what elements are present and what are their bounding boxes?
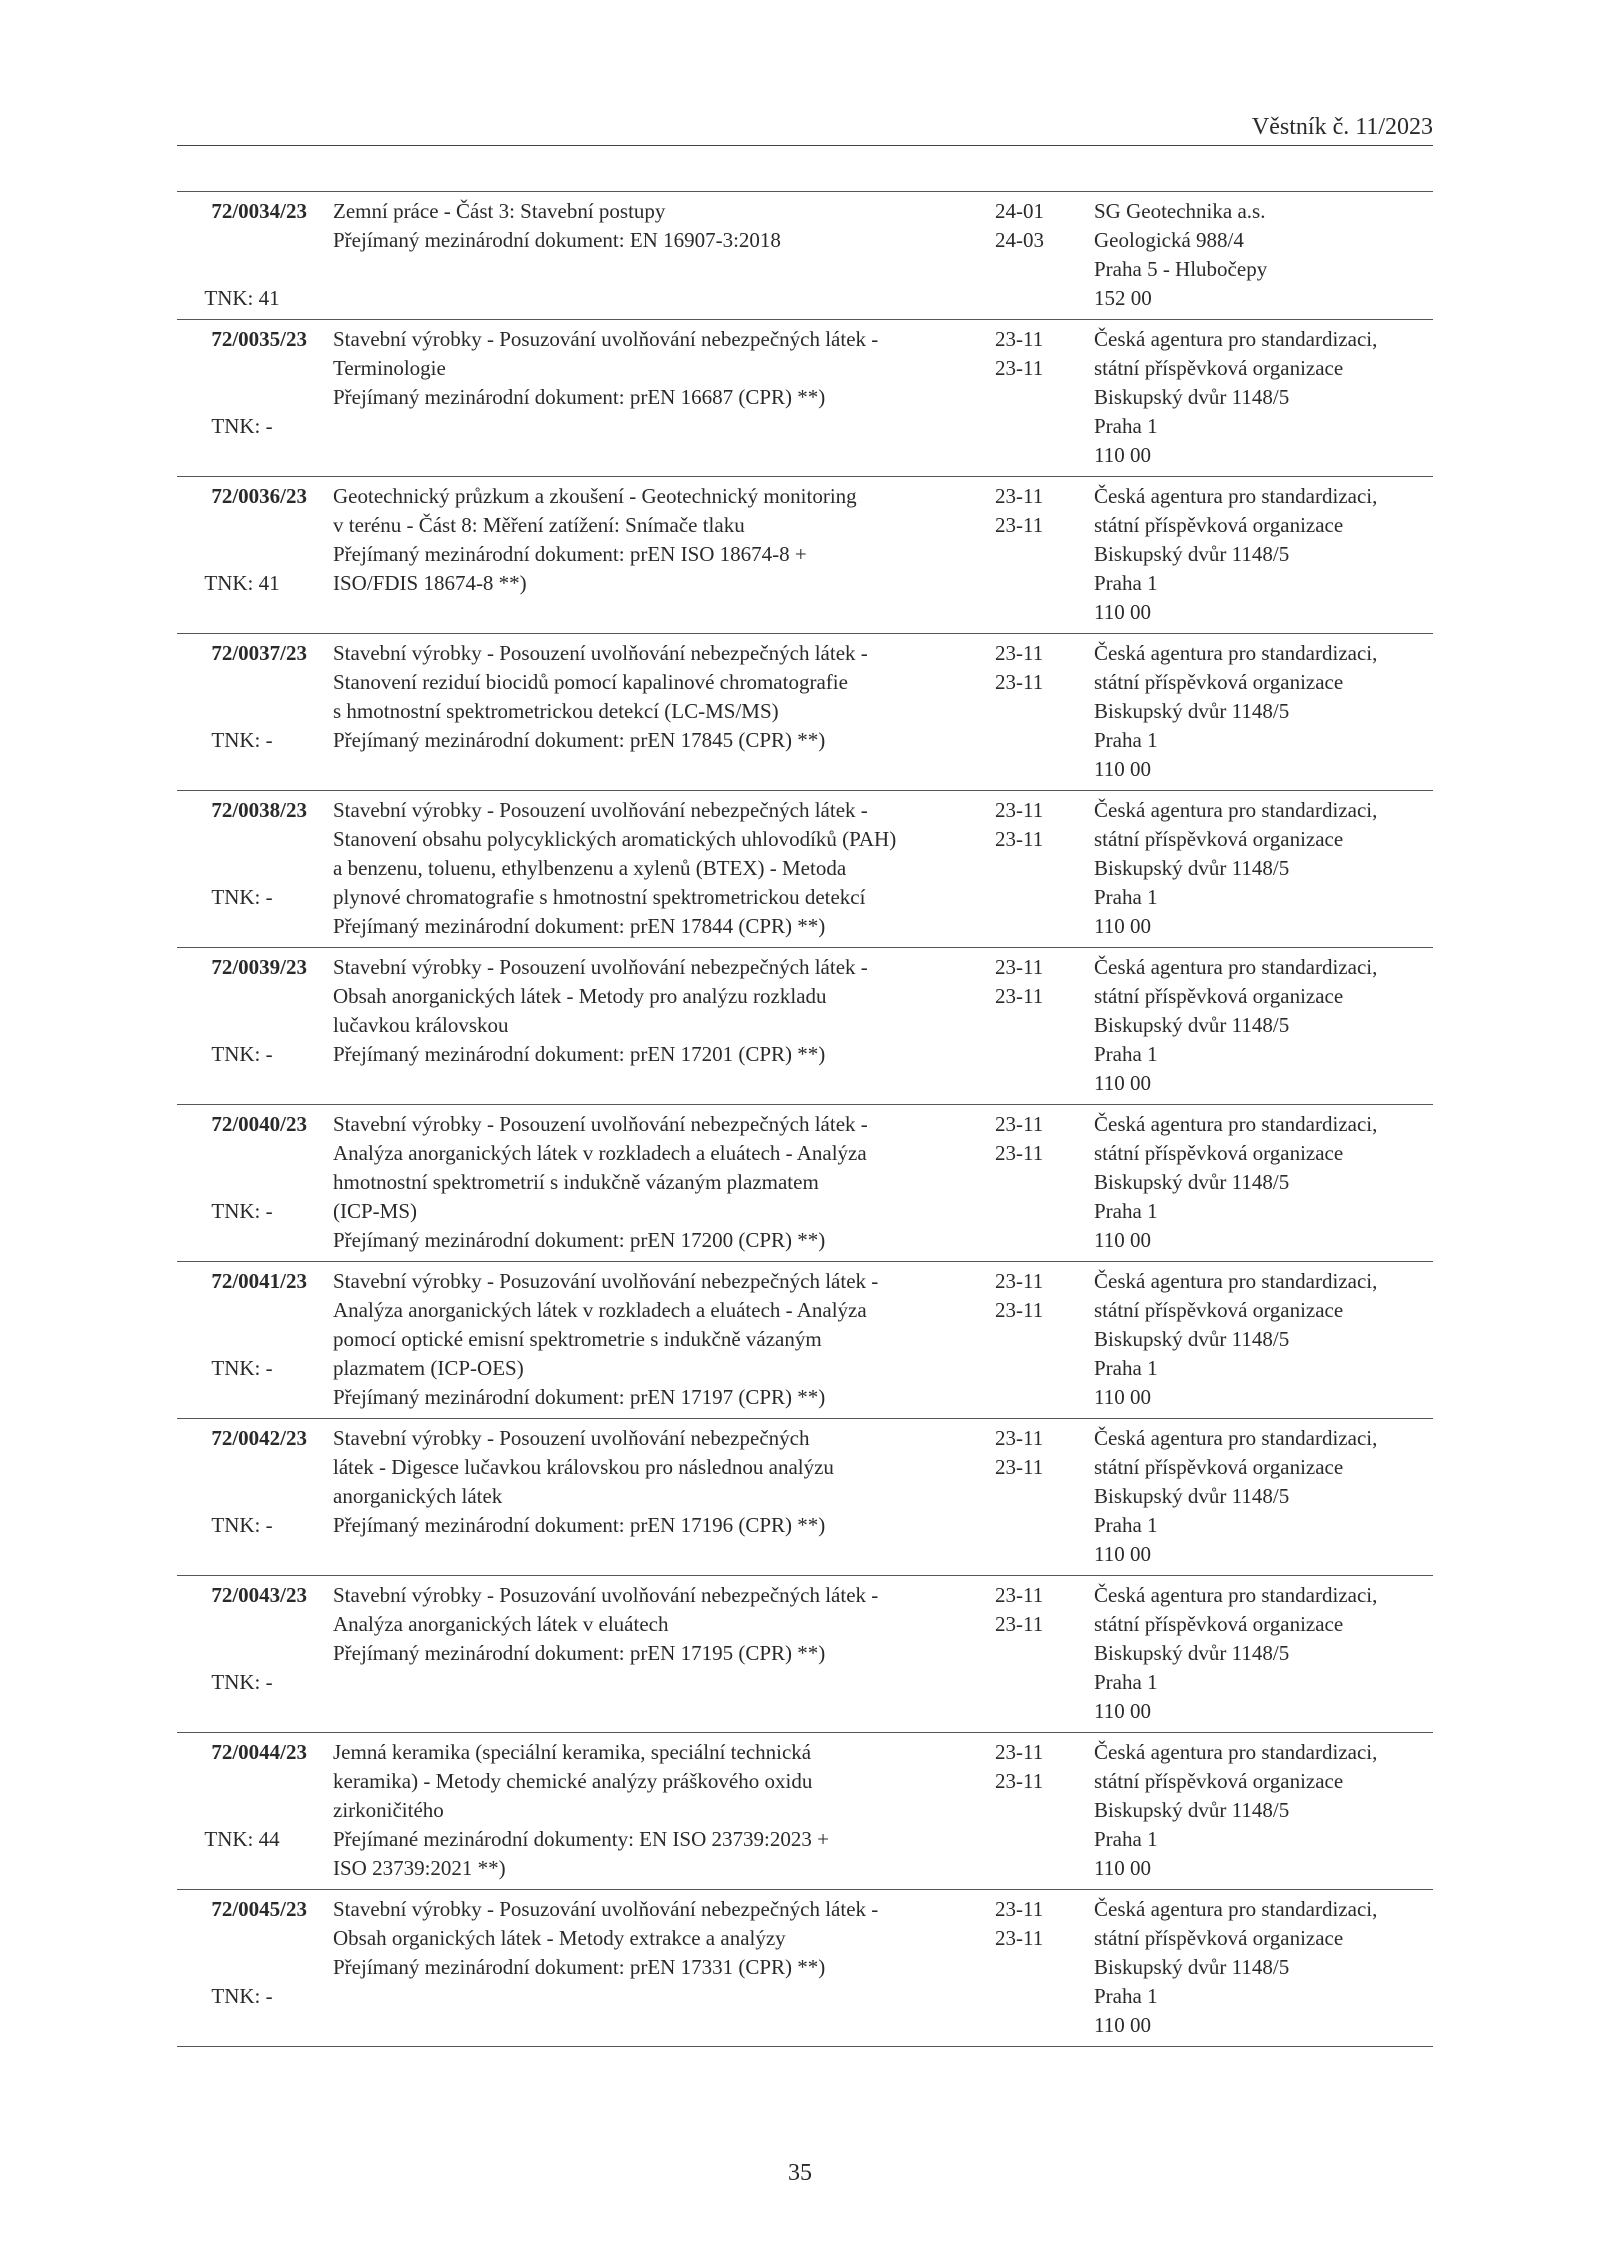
entry-title-line: látek - Digesce lučavkou královskou pro následnou analýzu (333, 1455, 834, 1479)
entry-id: 72/0035/23 (211, 327, 307, 351)
entry-title-line: Analýza anorganických látek v eluátech (333, 1612, 669, 1636)
entry-date: 23-11 (995, 1769, 1044, 1793)
entry-title-line: lučavkou královskou (333, 1013, 509, 1037)
entry-title-line: Geotechnický průzkum a zkoušení - Geotechnický monitoring (333, 484, 857, 508)
entry-organization-line: státní příspěvková organizace (1094, 670, 1344, 694)
entry-organization-line: Česká agentura pro standardizaci, (1094, 1583, 1378, 1607)
entry-organization (1094, 1895, 1434, 2040)
entry-title-line: Zemní práce - Část 3: Stavební postupy (333, 199, 666, 223)
entry-tnk: TNK: - (211, 1984, 273, 2008)
entry-dates (995, 197, 1065, 255)
entry-title-line: a benzenu, toluenu, ethylbenzenu a xylenů (BTEX) - Metoda (333, 856, 847, 880)
entry-title-line: Přejímaný mezinárodní dokument: EN 16907-3:2018 (333, 228, 781, 252)
entry-date: 23-11 (995, 641, 1044, 665)
entry-organization-line: Praha 1 (1094, 1199, 1158, 1223)
entry-organization-line: Biskupský dvůr 1148/5 (1094, 1327, 1290, 1351)
entry-date: 23-11 (995, 356, 1044, 380)
table-row (177, 948, 1433, 1105)
entry-dates (995, 1581, 1065, 1639)
page-number: 35 (788, 2160, 812, 2186)
entry-organization-line: Praha 5 - Hlubočepy (1094, 257, 1268, 281)
entry-title-line: Obsah organických látek - Metody extrakce a analýzy (333, 1926, 786, 1950)
entry-organization-line: 110 00 (1094, 1542, 1151, 1566)
entry-title-line: Stanovení obsahu polycyklických aromatických uhlovodíků (PAH) (333, 827, 897, 851)
entry-date: 23-11 (995, 955, 1044, 979)
entry-date: 23-11 (995, 1740, 1044, 1764)
entry-organization-line: Biskupský dvůr 1148/5 (1094, 1641, 1290, 1665)
entry-title-line: ISO 23739:2021 **) (333, 1856, 506, 1880)
entry-title-line: Analýza anorganických látek v rozkladech a eluátech - Analýza (333, 1141, 867, 1165)
table-row (177, 1890, 1433, 2047)
entry-organization-line: 110 00 (1094, 914, 1151, 938)
entry-title-line: Přejímaný mezinárodní dokument: prEN 17331 (CPR) **) (333, 1955, 826, 1979)
table-row (177, 634, 1433, 791)
entry-date: 23-11 (995, 984, 1044, 1008)
entry-id: 72/0041/23 (211, 1269, 307, 1293)
entry-dates (995, 1110, 1065, 1168)
entry-organization-line: státní příspěvková organizace (1094, 1141, 1344, 1165)
entry-date: 23-11 (995, 1426, 1044, 1450)
entry-organization-line: Česká agentura pro standardizaci, (1094, 1426, 1378, 1450)
entry-id: 72/0044/23 (211, 1740, 307, 1764)
entry-organization-line: Praha 1 (1094, 1984, 1158, 2008)
entry-date: 24-01 (995, 199, 1044, 223)
entry-date: 23-11 (995, 1298, 1044, 1322)
entry-organization (1094, 639, 1434, 784)
entry-title-line: Přejímaný mezinárodní dokument: prEN 17196 (CPR) **) (333, 1513, 826, 1537)
entry-tnk: TNK: - (211, 414, 273, 438)
standards-table (177, 191, 1433, 2047)
entry-organization-line: Česká agentura pro standardizaci, (1094, 1897, 1378, 1921)
entry-dates (995, 1895, 1065, 1953)
entry-tnk: TNK: - (211, 885, 273, 909)
entry-title-line: Stavební výrobky - Posouzení uvolňování nebezpečných látek - (333, 955, 868, 979)
entry-title-line: Přejímaný mezinárodní dokument: prEN ISO 18674-8 + (333, 542, 807, 566)
entry-tnk: TNK: 41 (204, 286, 280, 310)
entry-organization (1094, 1424, 1434, 1569)
entry-date: 24-03 (995, 228, 1044, 252)
entry-title-line: s hmotnostní spektrometrickou detekcí (LC-MS/MS) (333, 699, 779, 723)
entry-date: 23-11 (995, 484, 1044, 508)
entry-dates (995, 482, 1065, 540)
entry-organization-line: 110 00 (1094, 1071, 1151, 1095)
entry-organization-line: Česká agentura pro standardizaci, (1094, 1112, 1378, 1136)
entry-id: 72/0043/23 (211, 1583, 307, 1607)
table-row (177, 320, 1433, 477)
header-divider (177, 145, 1433, 146)
entry-organization-line: 110 00 (1094, 1856, 1151, 1880)
entry-id: 72/0036/23 (211, 484, 307, 508)
entry-date: 23-11 (995, 670, 1044, 694)
entry-title-line: Obsah anorganických látek - Metody pro analýzu rozkladu (333, 984, 827, 1008)
entry-id: 72/0045/23 (211, 1897, 307, 1921)
entry-title-line: Stavební výrobky - Posouzení uvolňování nebezpečných látek - (333, 798, 868, 822)
entry-organization-line: Praha 1 (1094, 1827, 1158, 1851)
entry-title-line: Přejímaný mezinárodní dokument: prEN 17201 (CPR) **) (333, 1042, 826, 1066)
entry-tnk: TNK: - (211, 1670, 273, 1694)
entry-organization-line: státní příspěvková organizace (1094, 1298, 1344, 1322)
entry-organization-line: Praha 1 (1094, 1042, 1158, 1066)
entry-organization-line: státní příspěvková organizace (1094, 1926, 1344, 1950)
entry-organization-line: 110 00 (1094, 757, 1151, 781)
entry-title-line: Stavební výrobky - Posuzování uvolňování nebezpečných látek - (333, 1269, 879, 1293)
entry-organization-line: Biskupský dvůr 1148/5 (1094, 699, 1290, 723)
entry-organization-line: Česká agentura pro standardizaci, (1094, 1740, 1378, 1764)
entry-id: 72/0039/23 (211, 955, 307, 979)
entry-id: 72/0040/23 (211, 1112, 307, 1136)
entry-organization-line: Biskupský dvůr 1148/5 (1094, 1955, 1290, 1979)
entry-organization-line: 152 00 (1094, 286, 1152, 310)
entry-title-line: Stavební výrobky - Posuzování uvolňování nebezpečných látek - (333, 1583, 879, 1607)
entry-title (333, 482, 983, 598)
entry-organization (1094, 1267, 1434, 1412)
entry-date: 23-11 (995, 1455, 1044, 1479)
entry-date: 23-11 (995, 1583, 1044, 1607)
entry-title-line: plazmatem (ICP-OES) (333, 1356, 524, 1380)
entry-title-line: Přejímaný mezinárodní dokument: prEN 16687 (CPR) **) (333, 385, 826, 409)
entry-organization-line: Praha 1 (1094, 885, 1158, 909)
entry-title-line: keramika) - Metody chemické analýzy práškového oxidu (333, 1769, 813, 1793)
entry-organization-line: Biskupský dvůr 1148/5 (1094, 1484, 1290, 1508)
entry-organization-line: Praha 1 (1094, 1356, 1158, 1380)
entry-organization-line: Praha 1 (1094, 728, 1158, 752)
entry-organization (1094, 1738, 1434, 1883)
entry-organization-line: 110 00 (1094, 443, 1151, 467)
entry-title-line: pomocí optické emisní spektrometrie s indukčně vázaným (333, 1327, 822, 1351)
entry-date: 23-11 (995, 827, 1044, 851)
entry-tnk: TNK: 44 (204, 1827, 280, 1851)
entry-organization (1094, 325, 1434, 470)
entry-organization-line: Praha 1 (1094, 1670, 1158, 1694)
entry-tnk: TNK: - (211, 728, 273, 752)
entry-organization-line: Biskupský dvůr 1148/5 (1094, 1798, 1290, 1822)
entry-title (333, 1895, 983, 1982)
entry-id: 72/0034/23 (211, 199, 307, 223)
table-row (177, 1576, 1433, 1733)
table-row (177, 1733, 1433, 1890)
entry-title (333, 1738, 983, 1883)
entry-date: 23-11 (995, 1269, 1044, 1293)
entry-date: 23-11 (995, 327, 1044, 351)
entry-title (333, 325, 983, 412)
entry-title-line: Přejímaný mezinárodní dokument: prEN 17844 (CPR) **) (333, 914, 826, 938)
entry-date: 23-11 (995, 1141, 1044, 1165)
entry-organization-line: státní příspěvková organizace (1094, 356, 1344, 380)
entry-dates (995, 325, 1065, 383)
entry-organization-line: Biskupský dvůr 1148/5 (1094, 856, 1290, 880)
entry-organization-line: 110 00 (1094, 1385, 1151, 1409)
entry-id: 72/0037/23 (211, 641, 307, 665)
entry-date: 23-11 (995, 798, 1044, 822)
entry-tnk: TNK: - (211, 1513, 273, 1537)
entry-organization (1094, 796, 1434, 941)
entry-organization-line: státní příspěvková organizace (1094, 1612, 1344, 1636)
entry-organization-line: SG Geotechnika a.s. (1094, 199, 1266, 223)
entry-organization (1094, 197, 1434, 313)
entry-organization-line: Biskupský dvůr 1148/5 (1094, 1013, 1290, 1037)
entry-dates (995, 796, 1065, 854)
entry-organization-line: Geologická 988/4 (1094, 228, 1244, 252)
entry-title (333, 1110, 983, 1255)
entry-organization-line: Praha 1 (1094, 1513, 1158, 1537)
entry-date: 23-11 (995, 1926, 1044, 1950)
entry-title-line: Stavební výrobky - Posouzení uvolňování nebezpečných látek - (333, 641, 868, 665)
entry-id: 72/0038/23 (211, 798, 307, 822)
entry-title-line: hmotnostní spektrometrií s indukčně vázaným plazmatem (333, 1170, 819, 1194)
entry-organization (1094, 953, 1434, 1098)
entry-title-line: Přejímaný mezinárodní dokument: prEN 17845 (CPR) **) (333, 728, 826, 752)
entry-organization-line: Praha 1 (1094, 571, 1158, 595)
entry-title-line: Přejímaný mezinárodní dokument: prEN 17195 (CPR) **) (333, 1641, 826, 1665)
entry-organization-line: Česká agentura pro standardizaci, (1094, 1269, 1378, 1293)
entry-title-line: v terénu - Část 8: Měření zatížení: Snímače tlaku (333, 513, 745, 537)
page-header: Věstník č. 11/2023 (1251, 114, 1433, 140)
entry-title-line: Stavební výrobky - Posouzení uvolňování nebezpečných látek - (333, 1112, 868, 1136)
entry-organization (1094, 1110, 1434, 1255)
entry-id: 72/0042/23 (211, 1426, 307, 1450)
entry-tnk: TNK: - (211, 1199, 273, 1223)
entry-organization-line: Česká agentura pro standardizaci, (1094, 955, 1378, 979)
entry-dates (995, 953, 1065, 1011)
entry-organization (1094, 1581, 1434, 1726)
entry-title-line: Stanovení reziduí biocidů pomocí kapalinové chromatografie (333, 670, 848, 694)
entry-organization-line: Česká agentura pro standardizaci, (1094, 798, 1378, 822)
entry-dates (995, 1267, 1065, 1325)
entry-date: 23-11 (995, 1112, 1044, 1136)
entry-title-line: Jemná keramika (speciální keramika, speciální technická (333, 1740, 812, 1764)
entry-title (333, 197, 983, 255)
entry-title (333, 639, 983, 755)
entry-title (333, 953, 983, 1069)
entry-title (333, 1424, 983, 1540)
entry-organization-line: 110 00 (1094, 1699, 1151, 1723)
entry-organization-line: státní příspěvková organizace (1094, 1455, 1344, 1479)
entry-title-line: (ICP-MS) (333, 1199, 418, 1223)
entry-title-line: plynové chromatografie s hmotnostní spektrometrickou detekcí (333, 885, 866, 909)
entry-organization-line: státní příspěvková organizace (1094, 513, 1344, 537)
table-row (177, 1262, 1433, 1419)
entry-title-line: Přejímaný mezinárodní dokument: prEN 17197 (CPR) **) (333, 1385, 826, 1409)
entry-title-line: anorganických látek (333, 1484, 503, 1508)
table-row (177, 192, 1433, 320)
entry-organization (1094, 482, 1434, 627)
entry-tnk: TNK: 41 (204, 571, 280, 595)
entry-dates (995, 1738, 1065, 1796)
entry-organization-line: státní příspěvková organizace (1094, 827, 1344, 851)
entry-title-line: Přejímaný mezinárodní dokument: prEN 17200 (CPR) **) (333, 1228, 826, 1252)
entry-date: 23-11 (995, 1612, 1044, 1636)
table-row (177, 1419, 1433, 1576)
entry-organization-line: Česká agentura pro standardizaci, (1094, 641, 1378, 665)
entry-title-line: Stavební výrobky - Posuzování uvolňování nebezpečných látek - (333, 1897, 879, 1921)
entry-tnk: TNK: - (211, 1356, 273, 1380)
entry-title (333, 1581, 983, 1668)
entry-date: 23-11 (995, 513, 1044, 537)
table-row (177, 1105, 1433, 1262)
entry-organization-line: státní příspěvková organizace (1094, 1769, 1344, 1793)
entry-title-line: zirkoničitého (333, 1798, 444, 1822)
table-row (177, 791, 1433, 948)
entry-organization-line: Česká agentura pro standardizaci, (1094, 327, 1378, 351)
entry-organization-line: Biskupský dvůr 1148/5 (1094, 385, 1290, 409)
entry-title-line: Terminologie (333, 356, 446, 380)
entry-organization-line: Biskupský dvůr 1148/5 (1094, 542, 1290, 566)
entry-title (333, 796, 983, 941)
entry-organization-line: 110 00 (1094, 2013, 1151, 2037)
entry-organization-line: státní příspěvková organizace (1094, 984, 1344, 1008)
entry-organization-line: 110 00 (1094, 1228, 1151, 1252)
entry-title (333, 1267, 983, 1412)
entry-organization-line: Biskupský dvůr 1148/5 (1094, 1170, 1290, 1194)
entry-title-line: ISO/FDIS 18674-8 **) (333, 571, 527, 595)
entry-organization-line: Česká agentura pro standardizaci, (1094, 484, 1378, 508)
entry-tnk: TNK: - (211, 1042, 273, 1066)
entry-organization-line: Praha 1 (1094, 414, 1158, 438)
entry-title-line: Stavební výrobky - Posuzování uvolňování nebezpečných látek - (333, 327, 879, 351)
entry-organization-line: 110 00 (1094, 600, 1151, 624)
entry-dates (995, 639, 1065, 697)
entry-title-line: Přejímané mezinárodní dokumenty: EN ISO 23739:2023 + (333, 1827, 829, 1851)
entry-dates (995, 1424, 1065, 1482)
entry-title-line: Analýza anorganických látek v rozkladech a eluátech - Analýza (333, 1298, 867, 1322)
entry-title-line: Stavební výrobky - Posouzení uvolňování nebezpečných (333, 1426, 810, 1450)
table-row (177, 477, 1433, 634)
entry-date: 23-11 (995, 1897, 1044, 1921)
